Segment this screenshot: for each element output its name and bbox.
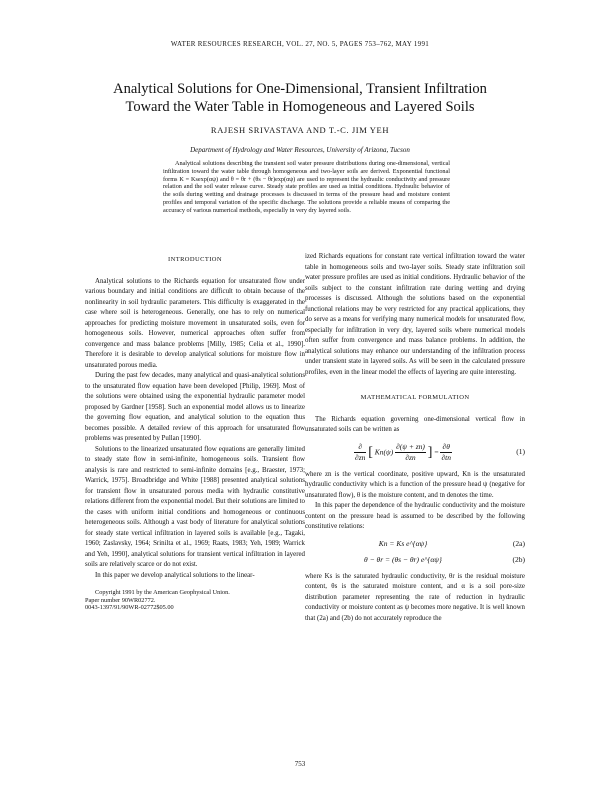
outer-derivative: $\frac{\partial}{\partial zn}$ <box>355 441 366 462</box>
abstract: Analytical solutions describing the transient soil water pressure distributions during one-dimensional, vertical infiltration toward the water table through homogeneous and two-layer soils are derived. Exponential functional forms K = Ksexp(αψ) and θ = θr + (θs − θr)exp(αψ) are used to represent the hydraulic conductivity and pressure relation and the soil water release curve. Steady state profiles are used as initial conditions. Hydraulic behavior of the soils during wetting and drainage processes is discussed in terms of the pressure head and moisture content profiles and temporal variation of the specific discharge. The solutions provide a reliable means of comparing the accuracy of various numerical methods, especially in very dry layered soils. <box>163 160 450 214</box>
conductivity-term: Kn(ψ) <box>374 447 394 457</box>
paragraph: In this paper we develop analytical solutions to the linear- <box>95 571 255 579</box>
running-head: WATER RESOURCES RESEARCH, VOL. 27, NO. 5, PAGES 753–762, MAY 1991 <box>170 40 430 48</box>
equation-number: (2a) <box>512 538 525 548</box>
time-derivative: $\frac{\partial\theta}{\partial tn}$ <box>441 441 451 462</box>
equation-1 <box>305 442 525 464</box>
paper-number: Paper number 90WR02772. <box>85 596 156 604</box>
paragraph: ized Richards equations for constant rate vertical infiltration toward the water table in homogeneous soils and two-layer soils. Steady state infiltration soil water pressure profiles are used as initial conditions. Hydraulic behavior of the soils subject to the constant infiltration rate during wetting and drying processes is discussed. Although the solutions based on the exponential functional relations may be very restricted for any practical applications, they do serve as a means for verifying many numerical models for unsaturated flow, especially for infiltration in very dry, layered soils where numerical models often suffer from convergence and mass balance problems. In addition, the analytical solutions may enhance our understanding of the infiltration process under transient state in layered soils. As will be seen in the calculated pressure profiles, even in the linear model the effects of layering are quite interesting. <box>305 253 525 376</box>
equation-body: θ − θr = (θs − θr) e^{αψ} <box>364 555 442 564</box>
paragraph: where Ks is the saturated hydraulic conductivity, θr is the residual moisture content, θs is the saturated moisture content, and α is a soil pore-size distribution parameter representing the rate of reduction in hydraulic conductivity or moisture content as ψ becomes more negative. It is well known that (2a) and (2b) do not accurately reproduce the <box>305 572 525 622</box>
inner-derivative: $\frac{\partial(\psi + zn)}{\partial zn}$ <box>396 441 425 462</box>
copyright-block <box>85 589 305 612</box>
paragraph: Analytical solutions to the Richards equation for unsaturated flow under various boundary and initial conditions are difficult to obtain because of the nonlinearity in soil hydraulic parameters. This difficulty is exaggerated in the case where soil is heterogeneous. Generally, one has to rely on numerical approaches for predicting moisture movement in unsaturated soils, even for homogeneous soils. However, numerical approaches often suffer from convergence and mass balance problems [Milly, 1985; Celia et al., 1990]. Therefore it is desirable to develop analytical solutions for moisture flow in unsaturated porous media. <box>85 277 305 369</box>
equation-body: $\frac{\partial}{\partial zn}$ [ Kn(ψ) $\frac{\partial(\psi + zn)}{\partial zn}$ ] = $\frac{\partial\theta}{\partial tn}$ <box>355 441 451 462</box>
page-number: 753 <box>294 760 306 768</box>
affiliation: Department of Hydrology and Water Resources, University of Arizona, Tucson <box>190 146 410 154</box>
paragraph: Solutions to the linearized unsaturated flow equations are generally limited to steady state flow in semi-infinite, homogeneous soils. Transient flow analysis is rare and restricted to semi-infinite domains [e.g., Braester, 1973; Warrick, 1975]. Broadbridge and White [1988] presented analytical solutions for transient flow in unsaturated porous media with hydraulic constitutive relations different from the exponential model. But their solutions are limited to the cases with uniform initial conditions and homogeneous or continuous heterogeneous soils. Although a vast body of literature for analytical solutions for steady state vertical infiltration in layered soils is available [e.g., Tagaki, 1960; Zaslavsky, 1964; Srinilta et al., 1969; Raats, 1983; Yeh, 1989; Warrick and Yeh, 1990], analytical solutions for transient vertical infiltration in layered soils are relatively scarce or do not exist. <box>85 445 305 568</box>
equation-2a <box>305 539 525 550</box>
equation-2b <box>305 555 525 566</box>
left-column <box>85 252 305 612</box>
title-line-1: Analytical Solutions for One-Dimensional, Transient Infiltration <box>113 81 487 97</box>
authors: RAJESH SRIVASTAVA AND T.-C. JIM YEH <box>210 125 390 135</box>
right-column <box>305 252 525 624</box>
title-line-2: Toward the Water Table in Homogeneous and Layered Soils <box>125 99 475 115</box>
paragraph: During the past few decades, many analytical and quasi-analytical solutions to the unsaturated flow equation have been developed [Philip, 1969]. Most of the solutions were obtained using the exponential hydraulic parameter model proposed by Gardner [1958]. Such an exponential model allows us to linearize the governing flow equation, and analytical solution to the equation thus becomes possible. A detailed review of this approach for unsaturated flow problems was presented by Pullan [1990]. <box>85 372 305 442</box>
issn-code: 0043-1397/91/90WR-02772$05.00 <box>85 604 174 612</box>
copyright-line: Copyright 1991 by the American Geophysical Union. <box>95 589 230 596</box>
section-heading-introduction: INTRODUCTION <box>168 256 222 263</box>
equation-body: Kn = Ks e^{αψ} <box>378 538 428 548</box>
paragraph: In this paper the dependence of the hydraulic conductivity and the moisture content on the pressure head is assumed to be described by the following constitutive relations: <box>305 502 525 530</box>
paragraph: The Richards equation governing one-dimensional vertical flow in unsaturated soils can be written as <box>305 415 525 433</box>
article-title <box>60 80 540 116</box>
paragraph: where zn is the vertical coordinate, positive upward, Kn is the unsaturated hydraulic conductivity which is a function of the pressure head ψ (negative for unsaturated flow), θ is the moisture content, and tn denotes the time. <box>305 470 525 499</box>
equation-number: (2b) <box>512 555 525 564</box>
equation-number: (1) <box>516 447 525 457</box>
section-heading-formulation: MATHEMATICAL FORMULATION <box>360 394 470 401</box>
